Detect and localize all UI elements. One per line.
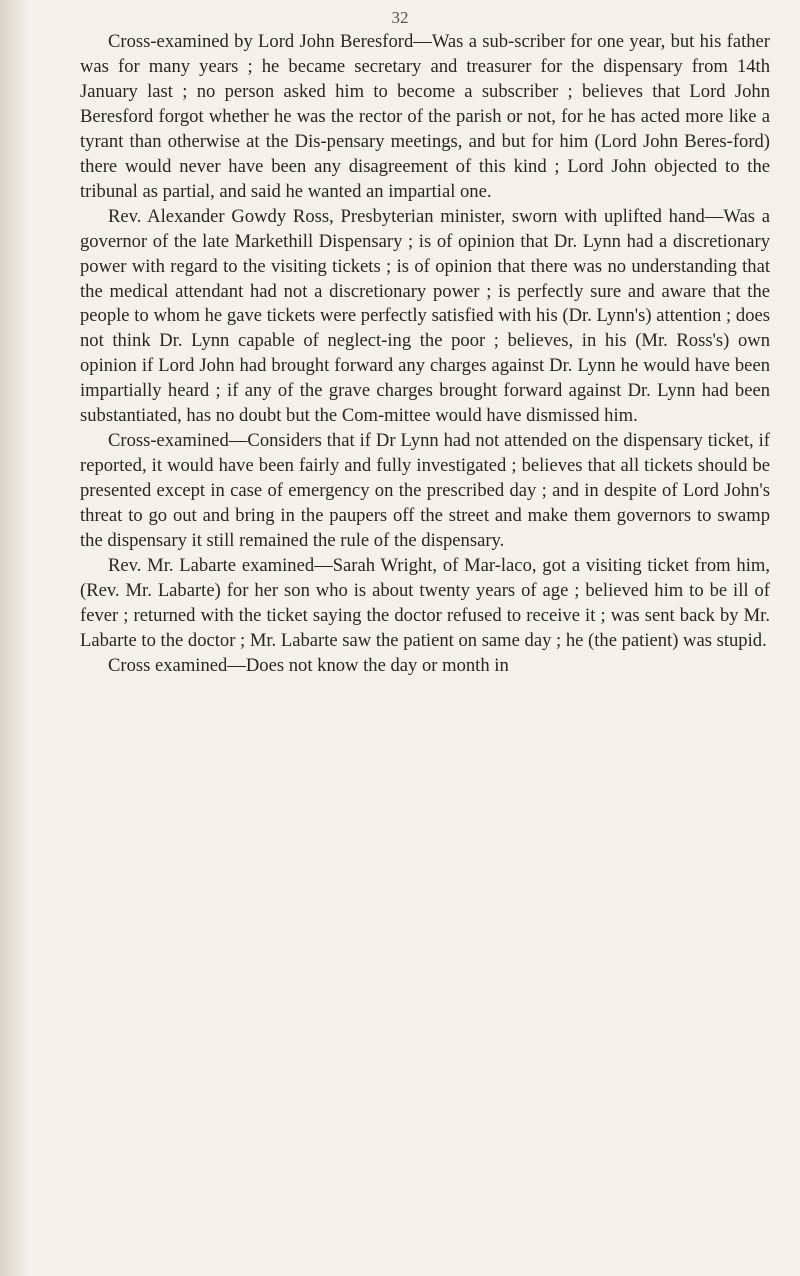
paragraph-ross-testimony: Rev. Alexander Gowdy Ross, Presbyterian minister, sworn with uplifted hand—Was a governor of the late Markethill Dispensary ; is of opinion that Dr. Lynn had a discretionary power with regard to the visiting tickets ; is of opinion that there was no understanding that the medical attendant had not a discretionary power ; is perfectly sure and aware that the people to whom he gave tickets were perfectly satisfied with his (Dr. Lynn's) attention ; does not think Dr. Lynn capable of neglect-ing the poor ; believes, in his (Mr. Ross's) own opinion if Lord John had brought forward any charges against Dr. Lynn he would have been impartially heard ; if any of the grave charges brought forward against Dr. Lynn had been substantiated, has no doubt but the Com-mittee would have dismissed him.: [80, 205, 770, 427]
text-body: [80, 30, 770, 679]
paragraph-labarte-cross-examination: Cross examined—Does not know the day or month in: [108, 654, 509, 676]
paragraph-cross-examination-beresford: Cross-examined by Lord John Beresford—Was a sub-scriber for one year, but his father was for many years ; he became secretary and treasurer for the dispensary from 14th January last ; no person asked him to become a subscriber ; believes that Lord John Beresford forgot whether he was the rector of the parish or not, for he has acted more like a tyrant than otherwise at the Dis-pensary meetings, and but for him (Lord John Beres-ford) there would never have been any disagreement of this kind ; Lord John objected to the tribunal as partial, and said he wanted an impartial one.: [80, 31, 770, 202]
binding-shadow: [0, 0, 30, 1276]
paragraph-labarte-examination: Rev. Mr. Labarte examined—Sarah Wright, of Mar-laco, got a visiting ticket from him, (Rev. Mr. Labarte) for her son who is about twenty years of age ; believed him to be ill of fever ; returned with the ticket saying the doctor refused to receive it ; was sent back by Mr. Labarte to the doctor ; Mr. Labarte saw the patient on same day ; he (the patient) was stupid.: [80, 555, 770, 651]
paragraph-ross-cross-examination: Cross-examined—Considers that if Dr Lynn had not attended on the dispensary ticket, if reported, it would have been fairly and fully investigated ; believes that all tickets should be presented except in case of emergency on the prescribed day ; and in despite of Lord John's threat to go out and bring in the paupers off the street and make them governors to swamp the dispensary it still remained the rule of the dispensary.: [80, 430, 770, 552]
page-number: 32: [391, 8, 409, 27]
